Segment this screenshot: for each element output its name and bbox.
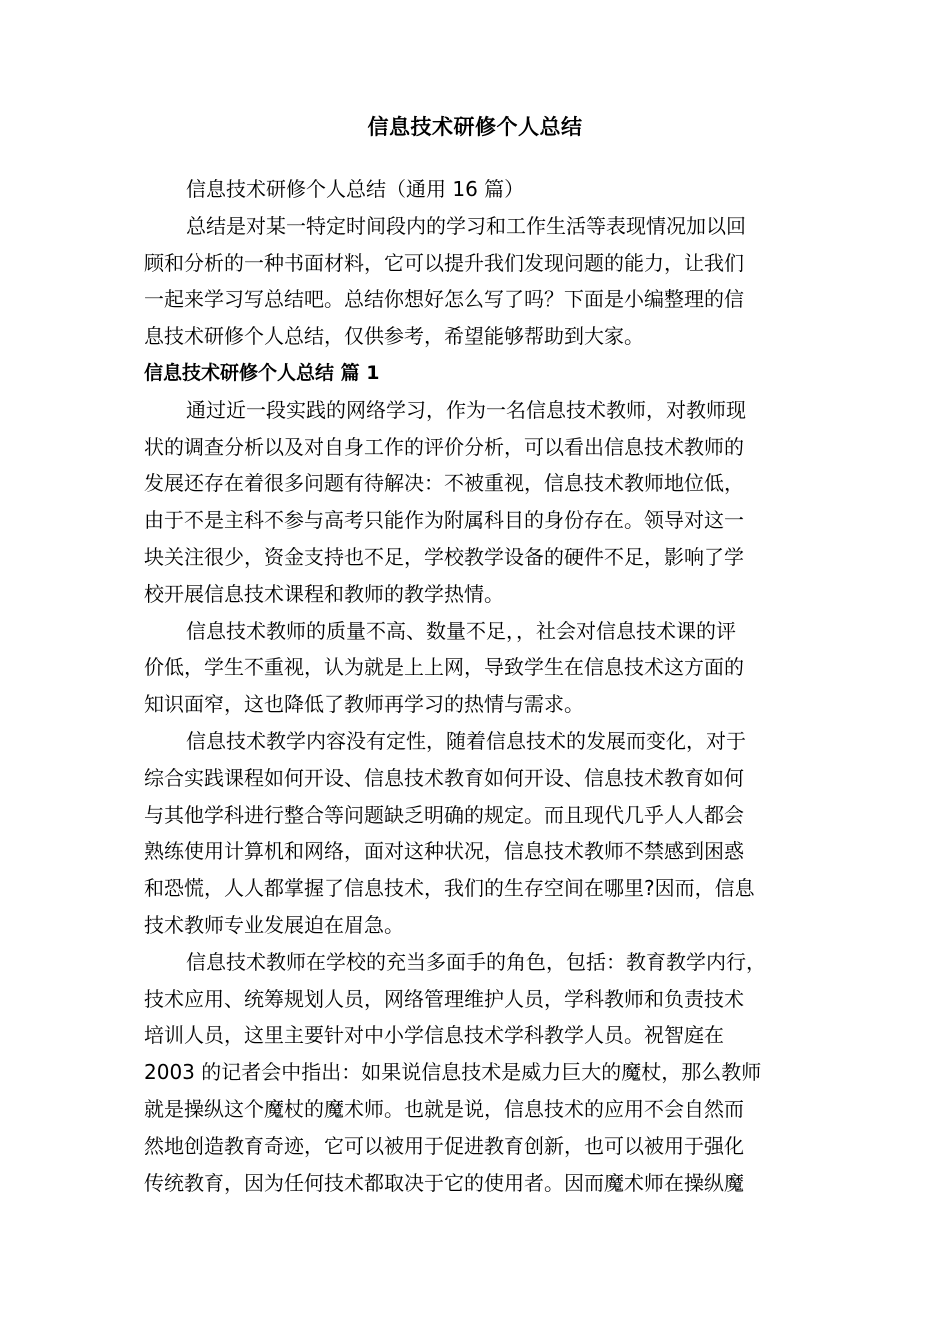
body-paragraph-4: 信息技术教师在学校的充当多面手的角色，包括：教育教学内行， 技术应用、统筹规划人员，网络管理维护人员，学科教师和负责技术 培训人员，这里主要针对中小学信息技术学科教学人员。祝智庭在 2003 的记者会中指出：如果说信息技术是威力巨大的魔杖，那么教师 就是操纵这个魔杖的魔术师。也就是说，信息技术的应用不会自然而 然地创造教育奇迹，它可以被用于促进教育创新，也可以被用于强化 传统教育，因为任何技术都取决于它的使用者。因而魔术师在操纵魔 — [144, 949, 766, 1195]
body-paragraph-2: 信息技术教师的质量不高、数量不足，，社会对信息技术课的评 价低，学生不重视，认为就是上上网，导致学生在信息技术这方面的 知识面窄，这也降低了教师再学习的热情与需求。 — [144, 618, 744, 717]
intro-paragraph: 总结是对某一特定时间段内的学习和工作生活等表现情况加以回 顾和分析的一种书面材料，它可以提升我们发现问题的能力，让我们 一起来学习写总结吧。总结你想好怎么写了吗？下面是小编整理的信 息技术研修个人总结，仅供参考，希望能够帮助到大家。 — [144, 213, 746, 349]
document-subtitle: 信息技术研修个人总结（通用 16 篇） — [186, 177, 525, 201]
body-paragraph-1: 通过近一段实践的网络学习，作为一名信息技术教师，对教师现 状的调查分析以及对自身工作的评价分析，可以看出信息技术教师的 发展还存在着很多问题有待解决：不被重视，信息技术教师地位低， 由于不是主科不参与高考只能作为附属科目的身份存在。领导对这一 块关注很少，资金支持也不足，学校教学设备的硬件不足，影响了学 校开展信息技术课程和教师的教学热情。 — [144, 397, 746, 606]
document-body — [144, 171, 812, 1201]
body-paragraph-3: 信息技术教学内容没有定性，随着信息技术的发展而变化，对于 综合实践课程如何开设、信息技术教育如何开设、信息技术教育如何 与其他学科进行整合等问题缺乏明确的规定。而且现代几乎人人都会 熟练使用计算机和网络，面对这种状况，信息技术教师不禁感到困惑 和恐慌，人人都掌握了信息技术，我们的生存空间在哪里?因而，信息 技术教师专业发展迫在眉急。 — [144, 728, 755, 937]
document-title: 信息技术研修个人总结 — [367, 115, 583, 139]
section-heading: 信息技术研修个人总结 篇 1 — [144, 361, 380, 384]
